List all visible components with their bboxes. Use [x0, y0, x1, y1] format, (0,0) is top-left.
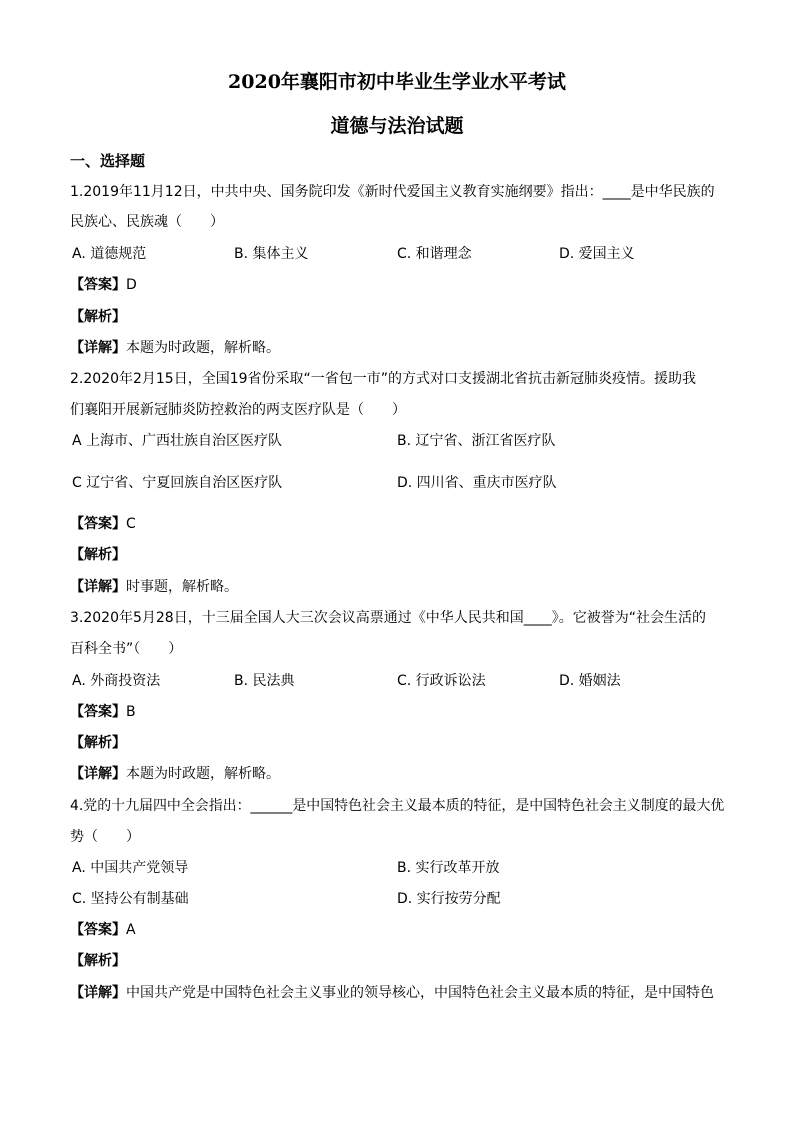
q1-option-b: B. 集体主义: [234, 246, 309, 262]
q3-detail: [70, 765, 280, 783]
q1-analysis-label: 【解析】: [70, 309, 126, 325]
q2-detail-text: 时事题，解析略。: [126, 579, 238, 595]
q1-answer-value: D: [126, 277, 137, 293]
q1-option-a: A. 道德规范: [72, 246, 147, 262]
q3-option-a: A. 外商投资法: [72, 673, 161, 689]
q2-option-a: A 上海市、广西壮族自治区医疗队: [72, 433, 283, 449]
q2-answer-value: C: [126, 516, 136, 532]
q3-stem-line1: 3.2020年5月28日，十三届全国人大三次会议高票通过《中华人民共和国____》。它被誉为“社会生活的: [70, 610, 706, 626]
q2-stem-line1: 2.2020年2月15日，全国19省份采取“一省包一市”的方式对口支援湖北省抗击新冠肺炎疫情。援助我: [70, 371, 697, 387]
detail-label: 【详解】: [70, 579, 126, 595]
q3-stem-line2: 百科全书”（ ）: [70, 641, 183, 657]
q3-answer-value: B: [126, 704, 136, 720]
q3-option-d: D. 婚姻法: [559, 673, 621, 689]
detail-label: 【详解】: [70, 985, 126, 1001]
q2-answer: [70, 515, 136, 533]
q2-option-c: C 辽宁省、宁夏回族自治区医疗队: [72, 475, 283, 491]
detail-label: 【详解】: [70, 766, 126, 782]
q4-option-d: D. 实行按劳分配: [397, 891, 501, 907]
q4-detail-text: 中国共产党是中国特色社会主义事业的领导核心，中国特色社会主义最本质的特征，是中国特色: [126, 985, 714, 1001]
q3-detail-text: 本题为时政题，解析略。: [126, 766, 280, 782]
answer-label: 【答案】: [70, 277, 126, 293]
q4-answer: [70, 921, 136, 939]
q2-analysis-label: 【解析】: [70, 547, 126, 563]
q2-option-b: B. 辽宁省、浙江省医疗队: [397, 433, 556, 449]
q3-option-b: B. 民法典: [234, 673, 295, 689]
q1-stem-line1: 1.2019年11月12日，中共中央、国务院印发《新时代爱国主义教育实施纲要》指出：____是中华民族的: [70, 184, 715, 200]
q4-option-a: A. 中国共产党领导: [72, 860, 189, 876]
exam-subtitle: 道德与法治试题: [330, 115, 464, 137]
exam-title: 2020年襄阳市初中毕业生学业水平考试: [228, 71, 566, 93]
q2-stem-line2: 们襄阳开展新冠肺炎防控救治的两支医疗队是（ ）: [70, 402, 406, 418]
q1-detail-text: 本题为时政题，解析略。: [126, 340, 280, 356]
section-heading: 一、选择题: [70, 152, 146, 170]
q1-stem-line2: 民族心、民族魂（ ）: [70, 214, 224, 230]
q4-stem-line1: 4.党的十九届四中全会指出：______是中国特色社会主义最本质的特征，是中国特色社会主义制度的最大优: [70, 798, 725, 814]
q4-option-b: B. 实行改革开放: [397, 860, 500, 876]
q3-analysis-label: 【解析】: [70, 735, 126, 751]
q3-option-c: C. 行政诉讼法: [397, 673, 486, 689]
answer-label: 【答案】: [70, 516, 126, 532]
q2-detail: [70, 578, 238, 596]
q1-option-d: D. 爱国主义: [559, 246, 635, 262]
q4-detail: [70, 984, 714, 1002]
q2-option-d: D. 四川省、重庆市医疗队: [397, 475, 557, 491]
q4-stem-line2: 势（ ）: [70, 829, 140, 845]
q3-answer: [70, 703, 136, 721]
q4-option-c: C. 坚持公有制基础: [72, 891, 189, 907]
q4-analysis-label: 【解析】: [70, 953, 126, 969]
answer-label: 【答案】: [70, 922, 126, 938]
answer-label: 【答案】: [70, 704, 126, 720]
q1-option-c: C. 和谐理念: [397, 246, 472, 262]
detail-label: 【详解】: [70, 340, 126, 356]
q1-answer: [70, 276, 137, 294]
q4-answer-value: A: [126, 922, 136, 938]
q1-detail: [70, 339, 280, 357]
